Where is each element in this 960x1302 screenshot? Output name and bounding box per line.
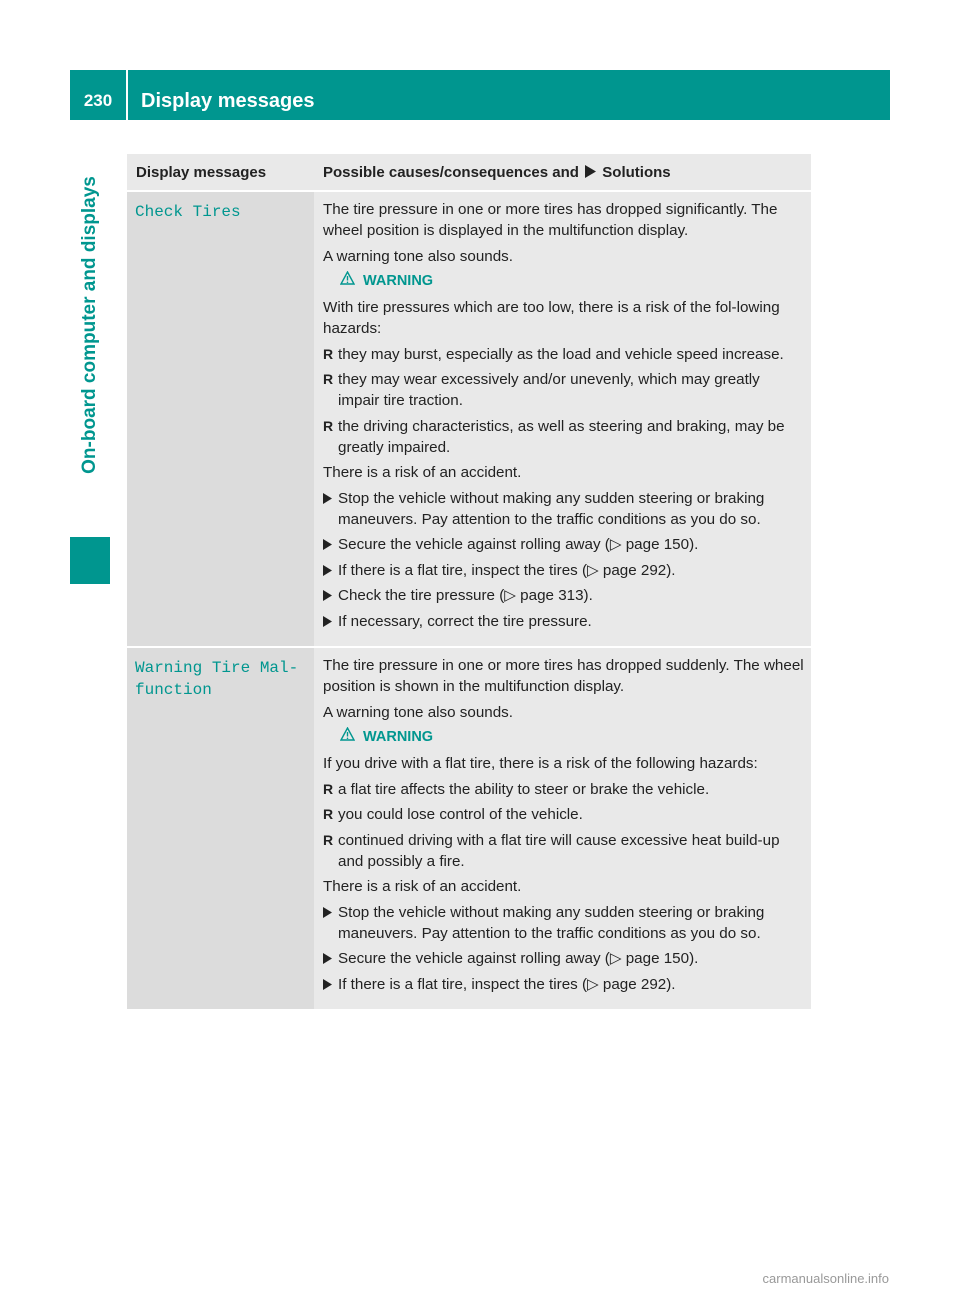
bullet-r-icon: R [323,345,334,362]
display-message-cell [127,648,314,1009]
table-row [127,646,811,1009]
warning-label: WARNING [363,273,434,289]
display-message-text-cont: function [135,681,212,699]
chapter-marker-block [70,537,110,584]
cause-text: The tire pressure in one or more tires has dropped suddenly. The wheel position is shown in the multifunction display. [323,657,804,695]
warning-triangle-icon [340,727,355,748]
step-arrow-icon [323,560,338,581]
list-item: Secure the vehicle against rolling away (▷ page 150). [323,534,805,555]
list-item: R the driving characteristics, as well as steering and braking, may be greatly impaired. [323,417,785,456]
bullet-r-icon: R [323,371,334,387]
step-arrow-icon [323,974,338,995]
page-number: 230 [83,91,113,110]
list-item: R they may burst, especially as the load and vehicle speed increase. [323,345,784,363]
warning-heading [340,271,805,292]
tone-text: A warning tone also sounds. [323,247,513,265]
col-header-solutions [314,154,671,190]
display-message-text: Warning Tire Mal‑ [135,659,299,677]
step-arrow-icon [323,902,338,944]
solution-cell [314,192,811,646]
tone-text: A warning tone also sounds. [323,703,513,721]
list-item: R continued driving with a flat tire will cause excessive heat build-up and possibly a fire. [323,831,780,870]
header-divider [126,70,128,120]
step-arrow-icon [323,488,338,530]
display-message-cell [127,192,314,646]
col-header-solutions-before: Possible causes/consequences and [323,164,579,181]
list-item: Stop the vehicle without making any sudden steering or braking maneuvers. Pay attention to the traffic conditions as you do so. [323,488,805,530]
list-item: Check the tire pressure (▷ page 313). [323,585,805,606]
warning-triangle-icon [340,271,355,292]
risk-text: There is a risk of an accident. [323,878,522,895]
step-arrow-icon [323,611,338,632]
list-item: Secure the vehicle against rolling away (▷ page 150). [323,948,805,969]
cause-text: The tire pressure in one or more tires has dropped significantly. The wheel position is displayed in the multifunction display. [323,201,778,239]
solution-cell [314,648,811,1009]
hazard-intro: If you drive with a flat tire, there is a risk of the following hazards: [323,755,758,772]
risk-text: There is a risk of an accident. [323,464,522,481]
watermark: carmanualsonline.info [762,1271,889,1286]
col-header-messages: Display messages [136,164,267,181]
chapter-title: On-board computer and displays [79,176,100,474]
bullet-r-icon: R [323,417,334,434]
warning-label: WARNING [363,729,434,745]
list-item: If there is a flat tire, inspect the tires (▷ page 292). [323,974,805,995]
display-message-text: Check Tires [135,203,241,221]
bullet-r-icon: R [323,780,334,797]
step-arrow-icon [323,948,338,969]
list-item: If there is a flat tire, inspect the tires (▷ page 292). [323,560,805,581]
table-row [127,190,811,646]
chapter-tab [70,120,110,530]
page-title: Display messages [141,90,315,112]
list-item: R they may wear excessively and/or unevenly, which may greatly impair tire traction. [323,371,760,409]
solution-arrow-icon [585,165,596,178]
col-header-solutions-after: Solutions [602,164,671,181]
bullet-r-icon: R [323,806,334,822]
hazard-intro: With tire pressures which are too low, there is a risk of the fol-lowing hazards: [323,299,780,337]
bullet-r-icon: R [323,831,334,848]
warning-heading [340,727,805,748]
list-item: Stop the vehicle without making any sudden steering or braking maneuvers. Pay attention to the traffic conditions as you do so. [323,902,805,944]
step-arrow-icon [323,534,338,555]
list-item: R a flat tire affects the ability to steer or brake the vehicle. [323,780,710,798]
display-messages-table [127,154,811,1009]
table-header [127,154,811,190]
list-item: If necessary, correct the tire pressure. [323,611,805,632]
step-arrow-icon [323,585,338,606]
list-item: R you could lose control of the vehicle. [323,806,583,823]
